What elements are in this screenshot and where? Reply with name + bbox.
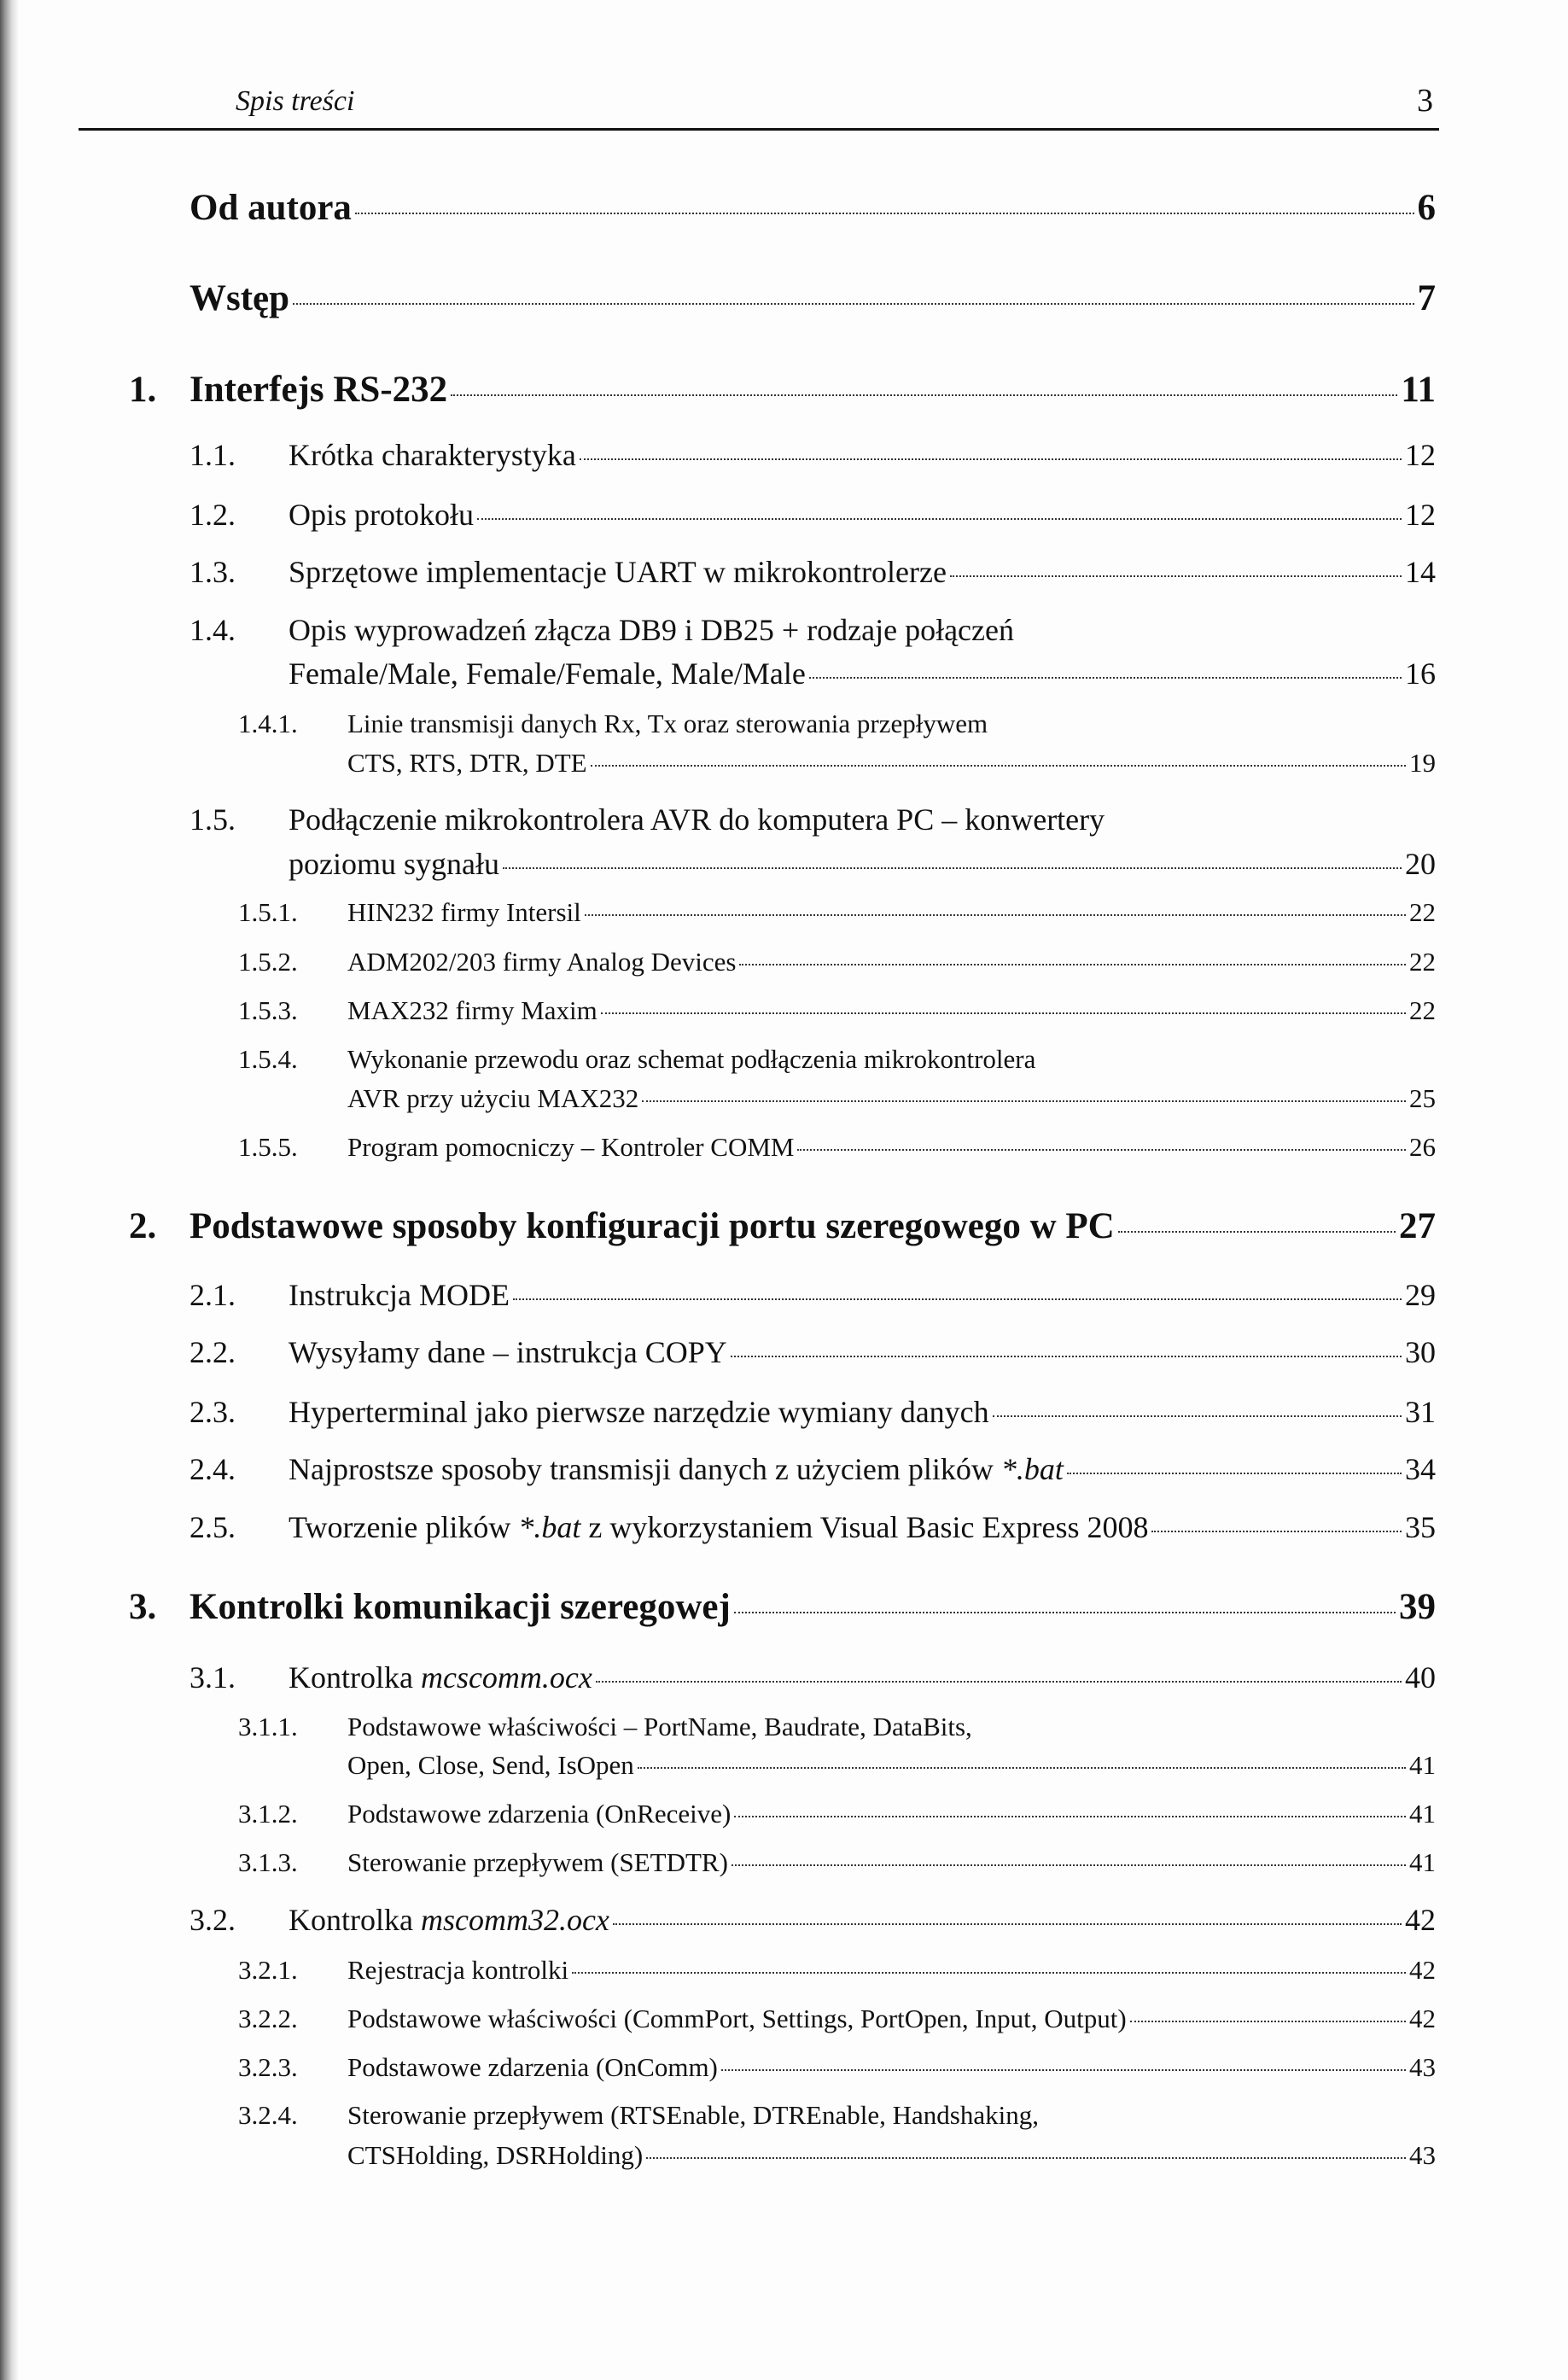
toc-entry-title-text: Od autora <box>189 188 352 228</box>
toc-entry-title-text: HIN232 firmy Intersil <box>347 897 581 927</box>
dot-leader <box>580 458 1402 460</box>
toc-entry-title <box>189 1205 1115 1248</box>
toc-entry-title <box>347 1082 638 1115</box>
toc-entry-page: 42 <box>1409 1955 1436 1985</box>
dot-leader <box>477 518 1402 520</box>
toc-entry-number: 1.4.1. <box>238 709 298 738</box>
toc-entry-title <box>289 1660 592 1695</box>
toc-entry <box>238 1846 1436 1879</box>
toc-entry-title-text: Female/Male, Female/Female, Male/Male <box>289 656 806 691</box>
toc-entry-page: 12 <box>1405 498 1436 532</box>
toc-entry-title <box>289 437 576 473</box>
toc-entry-page: 22 <box>1409 995 1436 1025</box>
toc-entry <box>189 1334 1436 1370</box>
toc-entry-title <box>289 1394 989 1430</box>
dot-leader <box>601 1012 1406 1014</box>
toc-entry-line <box>238 2099 1436 2132</box>
toc-entry-number: 1.5.4. <box>238 1044 298 1074</box>
dot-leader <box>734 1612 1396 1613</box>
toc-entry-page: 43 <box>1409 2052 1436 2082</box>
toc-entry <box>129 1586 1436 1629</box>
toc-entry-page: 31 <box>1405 1395 1436 1429</box>
toc-entry-title <box>347 1798 731 1830</box>
dot-leader <box>1130 2021 1406 2022</box>
toc-entry <box>189 1394 1436 1430</box>
toc-entry-title <box>347 995 597 1027</box>
toc-entry-number: 3.2. <box>189 1903 236 1937</box>
toc-entry-page: 22 <box>1409 947 1436 977</box>
toc-entry-title-text: Kontrolka <box>289 1660 421 1695</box>
toc-entry-title-text: MAX232 firmy Maxim <box>347 995 597 1025</box>
toc-entry-title-text: Krótka charakterystyka <box>289 438 576 472</box>
toc-entry <box>189 437 1436 473</box>
toc-entry-number: 3.1.3. <box>238 1847 298 1877</box>
dot-leader <box>513 1298 1402 1300</box>
toc-entry-title <box>289 554 947 590</box>
toc-entry <box>189 1902 1436 1938</box>
toc-entry-title-italic: mcscomm.ocx <box>420 1660 592 1695</box>
toc-entry-number: 1.2. <box>189 498 236 532</box>
dot-leader <box>721 2069 1406 2071</box>
dot-leader <box>732 1864 1406 1866</box>
toc-entry <box>189 187 1436 230</box>
toc-entry-title-text: Podstawowe zdarzenia (OnReceive) <box>347 1799 732 1829</box>
toc-entry-title <box>289 1902 609 1938</box>
toc-entry-page: 41 <box>1409 1799 1436 1829</box>
toc-entry-number: 2.2. <box>189 1335 236 1369</box>
toc-entry-title-text: Podstawowe właściwości (CommPort, Settings, PortOpen, Input, Output) <box>347 2004 1127 2033</box>
toc-entry-title-text: Podstawowe właściwości – PortName, Baudrate, DataBits, <box>347 1712 972 1741</box>
toc-entry-title <box>289 612 1014 648</box>
toc-entry <box>189 1660 1436 1695</box>
toc-entry-title-text: Rejestracja kontrolki <box>347 1955 569 1985</box>
toc-entry-title-text: Podstawowe zdarzenia (OnComm) <box>347 2052 718 2082</box>
toc-entry-title-text: Podstawowe sposoby konfiguracji portu szeregowego w PC <box>189 1206 1115 1246</box>
toc-entry-page: 22 <box>1409 897 1436 927</box>
toc-entry-title <box>289 802 1105 837</box>
toc-entry <box>289 846 1436 882</box>
toc-entry <box>189 1277 1436 1313</box>
toc-entry-title-italic: *.bat <box>1000 1452 1064 1486</box>
toc-entry-title-text: Opis protokołu <box>289 498 475 532</box>
toc-entry-title-text: Kontrolka <box>289 1903 421 1937</box>
toc-entry-title <box>289 656 806 691</box>
toc-entry-page: 14 <box>1405 555 1436 589</box>
dot-leader <box>591 765 1406 767</box>
dot-leader <box>355 213 1414 214</box>
dot-leader <box>734 1816 1406 1817</box>
toc-entry-page: 41 <box>1409 1750 1436 1780</box>
dot-leader <box>739 964 1406 965</box>
toc-entry-page: 43 <box>1409 2140 1436 2170</box>
dot-leader <box>809 677 1402 679</box>
toc-entry-line <box>238 1043 1436 1076</box>
toc-entry-number: 3.2.3. <box>238 2052 298 2082</box>
toc-entry <box>238 2051 1436 2084</box>
toc-entry-title <box>289 497 474 533</box>
toc-entry-title <box>347 747 587 779</box>
toc-entry-number: 2.3. <box>189 1395 236 1429</box>
toc-entry <box>129 369 1436 411</box>
dot-leader <box>1067 1473 1402 1474</box>
toc-entry <box>189 277 1436 320</box>
toc-entry <box>238 1131 1436 1164</box>
toc-entry-number: 1.1. <box>189 438 236 472</box>
toc-entry-page: 30 <box>1405 1335 1436 1369</box>
toc-entry <box>189 1451 1436 1487</box>
toc-entry-title <box>347 1043 1035 1076</box>
toc-entry-title <box>347 708 988 740</box>
toc-entry-page: 16 <box>1405 656 1436 691</box>
toc-entry-title <box>347 1749 634 1782</box>
dot-leader <box>950 575 1402 577</box>
toc-entry-title <box>289 1509 1148 1545</box>
toc-entry-title-text: CTSHolding, DSRHolding) <box>347 2140 644 2170</box>
dot-leader <box>596 1681 1402 1683</box>
toc-entry <box>238 995 1436 1027</box>
toc-entry-title <box>289 1451 1064 1487</box>
toc-entry-title-text: Interfejs RS-232 <box>189 370 448 410</box>
dot-leader <box>613 1923 1402 1925</box>
toc-entry-page: 41 <box>1409 1847 1436 1877</box>
dot-leader <box>585 914 1406 916</box>
toc-entry <box>238 1798 1436 1830</box>
dot-leader <box>1151 1531 1402 1532</box>
toc-entry-number: 2.1. <box>189 1278 236 1312</box>
toc-entry-title <box>189 1586 731 1629</box>
toc-entry-title <box>347 1954 568 1986</box>
toc-entry-page: 42 <box>1409 2004 1436 2033</box>
toc-entry-page: 20 <box>1405 847 1436 881</box>
toc-entry-page: 26 <box>1409 1132 1436 1162</box>
toc-entry-title-text: Wysyłamy dane – instrukcja COPY <box>289 1335 727 1369</box>
toc-entry-number: 3.1.1. <box>238 1712 298 1741</box>
toc-entry-title <box>289 846 499 882</box>
toc-entry-number: 1. <box>129 370 157 410</box>
toc-entry-title <box>347 1846 728 1879</box>
toc-entry-title <box>189 187 352 230</box>
toc-entry <box>238 1954 1436 1986</box>
toc-entry-page: 29 <box>1405 1278 1436 1312</box>
toc-entry <box>238 946 1436 978</box>
toc-entry-page: 6 <box>1417 188 1436 228</box>
toc-entry-number: 3.2.2. <box>238 2004 298 2033</box>
toc-entry-title <box>347 946 736 978</box>
toc-entry-title-text: Sterowanie przepływem (RTSEnable, DTREnable, Handshaking, <box>347 2100 1039 2130</box>
toc-entry-line <box>189 802 1436 837</box>
toc-entry <box>238 896 1436 929</box>
dot-leader <box>293 303 1414 305</box>
toc-entry-title <box>347 1711 972 1743</box>
toc-entry-number: 2.5. <box>189 1510 236 1544</box>
toc-entry-title-text: Hyperterminal jako pierwsze narzędzie wymiany danych <box>289 1395 989 1429</box>
toc-entry-title-text: CTS, RTS, DTR, DTE <box>347 748 587 778</box>
toc-entry-number: 1.5.2. <box>238 947 298 977</box>
toc-entry <box>189 554 1436 590</box>
toc-entry-title-text: Open, Close, Send, IsOpen <box>347 1750 634 1780</box>
toc-entry <box>289 656 1436 691</box>
toc-entry <box>347 1082 1436 1115</box>
toc-entry-page: 40 <box>1405 1660 1436 1695</box>
toc-entry-title-text: Linie transmisji danych Rx, Tx oraz sterowania przepływem <box>347 709 988 738</box>
toc-entry-line <box>189 612 1436 648</box>
toc-entry-title-text: Tworzenie plików <box>289 1510 519 1544</box>
dot-leader <box>638 1767 1406 1769</box>
toc-entry-number: 1.5.3. <box>238 995 298 1025</box>
toc-entry-number: 3.1. <box>189 1660 236 1695</box>
toc-entry-title-italic: *.bat <box>518 1510 581 1544</box>
dot-leader <box>993 1415 1402 1417</box>
dot-leader <box>646 2157 1406 2159</box>
dot-leader <box>503 867 1402 869</box>
toc-entry-title-text: Wykonanie przewodu oraz schemat podłączenia mikrokontrolera <box>347 1044 1036 1074</box>
toc-entry-line <box>238 708 1436 740</box>
page-number: 3 <box>1417 83 1433 119</box>
toc-entry-number: 1.5. <box>189 802 236 837</box>
toc-entry-title <box>347 2003 1127 2035</box>
toc-entry <box>189 497 1436 533</box>
toc-entry-title-text: Instrukcja MODE <box>289 1278 510 1312</box>
toc-entry-number: 1.4. <box>189 613 236 647</box>
toc-entry-title-text: Sterowanie przepływem (SETDTR) <box>347 1847 728 1877</box>
toc-entry-number: 1.3. <box>189 555 236 589</box>
toc-entry-title <box>347 2051 718 2084</box>
running-header-title: Spis treści <box>236 85 355 117</box>
toc-entry-title <box>347 896 581 929</box>
toc-entry-title-text: Kontrolki komunikacji szeregowej <box>189 1587 731 1627</box>
toc-entry-title-text: Wstęp <box>189 278 290 318</box>
dot-leader <box>1118 1231 1396 1233</box>
dot-leader <box>451 394 1397 396</box>
toc-entry-page: 27 <box>1399 1206 1436 1246</box>
toc-entry-title-text: poziomu sygnału <box>289 847 499 881</box>
toc-entry <box>347 1749 1436 1782</box>
toc-entry-title-text: Najprostsze sposoby transmisji danych z użyciem plików <box>289 1452 1001 1486</box>
toc-entry-title <box>289 1334 727 1370</box>
toc-entry-number: 2. <box>129 1206 157 1246</box>
toc-entry-title <box>189 277 289 320</box>
toc-entry-line <box>238 1711 1436 1743</box>
toc-entry-title-italic: mscomm32.ocx <box>420 1903 609 1937</box>
toc-entry-page: 11 <box>1401 370 1436 410</box>
toc-entry <box>238 2003 1436 2035</box>
toc-entry-title-text: Podłączenie mikrokontrolera AVR do komputera PC – konwertery <box>289 802 1105 837</box>
toc-entry-title-text: Sprzętowe implementacje UART w mikrokontrolerze <box>289 555 947 589</box>
toc-entry-page: 25 <box>1409 1083 1436 1113</box>
toc-entry-number: 1.5.1. <box>238 897 298 927</box>
dot-leader <box>731 1356 1402 1357</box>
toc-entry <box>189 1509 1436 1545</box>
toc-entry-number: 2.4. <box>189 1452 236 1486</box>
toc-entry-title <box>347 2099 1039 2132</box>
toc-entry <box>129 1205 1436 1248</box>
toc-entry-page: 42 <box>1405 1903 1436 1937</box>
dot-leader <box>642 1100 1406 1102</box>
toc-entry-number: 3.1.2. <box>238 1799 298 1829</box>
toc-entry-title-text: ADM202/203 firmy Analog Devices <box>347 947 737 977</box>
toc-entry-number: 3.2.1. <box>238 1955 298 1985</box>
dot-leader <box>797 1149 1406 1151</box>
toc-entry-page: 19 <box>1409 748 1436 778</box>
toc-entry-title-text: z wykorzystaniem Visual Basic Express 2008 <box>580 1510 1149 1544</box>
toc-entry <box>347 2139 1436 2172</box>
toc-entry-title <box>289 1277 510 1313</box>
toc-entry-title <box>347 1131 794 1164</box>
toc-entry-page: 7 <box>1417 278 1436 318</box>
header-rule <box>79 128 1439 131</box>
toc-entry-page: 34 <box>1405 1452 1436 1486</box>
toc-entry-page: 39 <box>1399 1587 1436 1627</box>
toc-entry-number: 3.2.4. <box>238 2100 298 2130</box>
toc-entry-title-text: Program pomocniczy – Kontroler COMM <box>347 1132 795 1162</box>
toc-entry-title <box>347 2139 643 2172</box>
toc-entry-page: 12 <box>1405 438 1436 472</box>
toc-entry-title-text: AVR przy użyciu MAX232 <box>347 1083 639 1113</box>
toc-entry-page: 35 <box>1405 1510 1436 1544</box>
toc-entry-number: 1.5.5. <box>238 1132 298 1162</box>
toc-entry <box>347 747 1436 779</box>
toc-entry-title-text: Opis wyprowadzeń złącza DB9 i DB25 + rodzaje połączeń <box>289 613 1014 647</box>
toc-entry-number: 3. <box>129 1587 157 1627</box>
dot-leader <box>572 1972 1406 1974</box>
toc-entry-title <box>189 369 447 411</box>
scan-edge-shadow <box>0 0 19 2380</box>
